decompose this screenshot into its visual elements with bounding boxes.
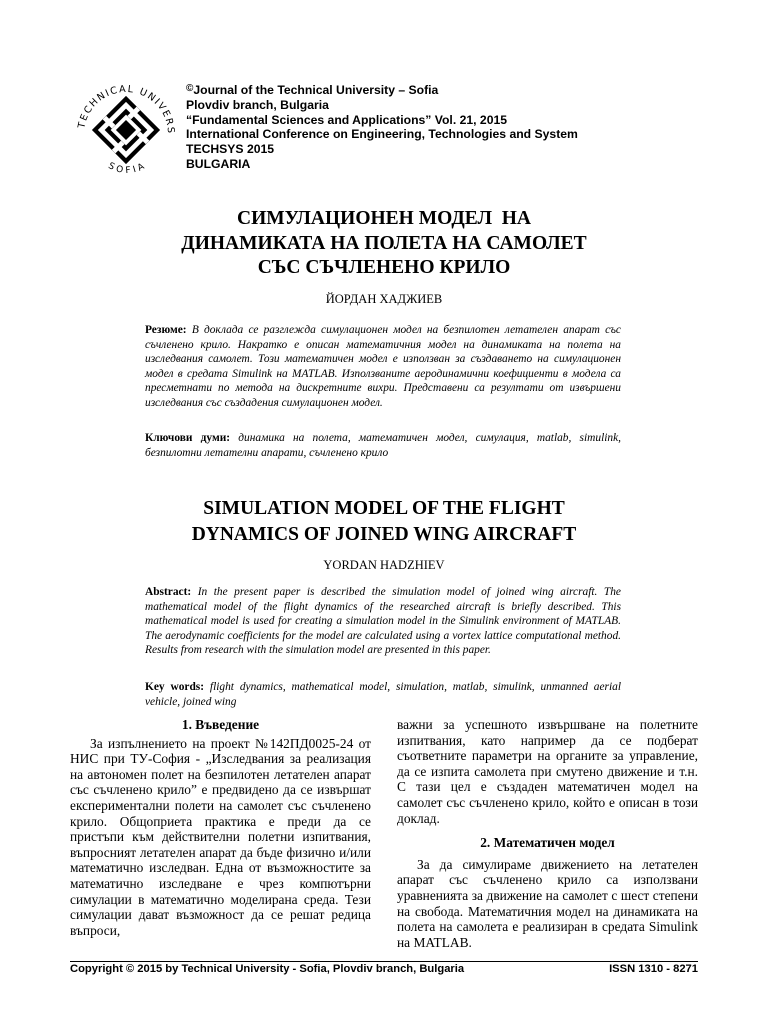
- title-en-line-2: DYNAMICS OF JOINED WING AIRCRAFT: [191, 524, 577, 545]
- keywords-bg-text: динамика на полета, математичен модел, симулация, matlab, simulink, безпилотни летателни апарати, съчленено крило: [145, 432, 621, 459]
- footer-copyright: Copyright © 2015 by Technical University - Sofia, Plovdiv branch, Bulgaria: [70, 963, 465, 975]
- section-1-paragraph: За изпълнението на проект №142ПД0025-24 от НИС при ТУ-София - „Изследвания за реализация на автономен полет на безпилотен летателен апарат със съчленено крило” е предвидено да се извършат експериментални полети на самолет със съчленено крило. Общоприета практика е преди да се пристъпи към действителни полетни изпитвания, въпросният летателен апарат да бъде физично и/или математично изследван. Една от възможностите за математично изследване е чрез компютърни симулации в математично моделирана среда. Тези симулации дават възможност да се решат редица въпроси,: [70, 735, 371, 938]
- author-en: YORDAN HADZHIEV: [323, 558, 445, 572]
- body-column-right: [397, 717, 698, 950]
- title-en-line-1: SIMULATION MODEL OF THE FLIGHT: [203, 498, 565, 519]
- abstract-bg-label: Резюме:: [145, 324, 187, 336]
- svg-text:TECHNICAL UNIVERSITY: TECHNICAL UNIVERS: [76, 83, 177, 136]
- section-2-heading: 2. Математичен модел: [480, 835, 615, 851]
- title-bg-line-1: СИМУЛАЦИОНЕН МОДЕЛ НА: [236, 208, 532, 229]
- keywords-bg-label: Ключови думи:: [145, 432, 231, 444]
- journal-line-6: BULGARIA: [186, 156, 251, 171]
- journal-line-2: Plovdiv branch, Bulgaria: [186, 97, 329, 112]
- paper-title-bg: [100, 207, 668, 281]
- section-1-continuation: важни за успешното извършване на полетните изпитвания, като например да се подберат съответните параметри на органите за управление, да се изпита самолета при смутено движение и т.н. С тази цел е създаден математичен модел на самолет със съчленено крило, който е описан в този доклад.: [397, 717, 698, 826]
- svg-text:SOFIA: SOFIA: [106, 160, 149, 177]
- journal-line-4: International Conference on Engineering, Technologies and System: [186, 127, 578, 142]
- section-2-paragraph: За да симулираме движението на летателен апарат със съчленено крило са използвани уравненията за движение на самолет с шест степени на свобода. Математичния модел на динамиката на полета на самолета е реализиран в средата Simulink на MATLAB.: [397, 856, 698, 950]
- journal-line-1: Journal of the Technical University – Sofia: [193, 83, 439, 97]
- journal-line-3: “Fundamental Sciences and Applications” Vol. 21, 2015: [186, 112, 508, 127]
- footer-issn: ISSN 1310 - 8271: [609, 963, 698, 975]
- abstract-en: [145, 585, 621, 658]
- copyright-symbol: ©: [186, 83, 194, 94]
- keywords-en-text: flight dynamics, mathematical model, simulation, matlab, simulink, unmanned aerial vehicle, joined wing: [145, 681, 621, 708]
- abstract-bg-text: В доклада се разглежда симулационен модел на безпилотен летателен апарат със съчленено крило. Накратко е описан математичния модел на динамиката на полета на изследвания самолет. Този математичен модел е използван за създаването на симулационен модел в средата Simulink на MATLAB. Използваните аеродинамични коефициенти в модела са пресметнати по метода на дискретните вихри. Представени са резултати от извършени изследвания със създадения симулационен модел.: [145, 324, 621, 409]
- title-bg-line-2: ДИНАМИКАТА НА ПОЛЕТА НА САМОЛЕТ: [181, 232, 587, 254]
- journal-line-5: TECHSYS 2015: [186, 142, 275, 157]
- keywords-en: [145, 680, 621, 709]
- abstract-en-text: In the present paper is described the simulation model of joined wing aircraft. The mathematical model of the flight dynamics of the researched aircraft is briefly described. This mathematical model is used for creating a simulation model in the Simulink environment of MATLAB. The aerodynamic coefficients for the model are calculated using a vortex lattice computational method. Results from research with the simulation model are presented in this paper.: [145, 586, 621, 657]
- title-bg-line-3: СЪС СЪЧЛЕНЕНО КРИЛО: [257, 257, 511, 278]
- abstract-en-label: Abstract:: [145, 586, 192, 598]
- university-seal-icon: [72, 76, 180, 184]
- footer-rule: [70, 961, 698, 962]
- journal-header: [186, 82, 656, 172]
- author-bg: ЙОРДАН ХАДЖИЕВ: [325, 292, 443, 306]
- body-column-left: [70, 717, 371, 938]
- paper-title-en: [100, 496, 668, 548]
- section-1-heading: 1. Въведение: [181, 717, 260, 732]
- keywords-bg: [145, 431, 621, 460]
- abstract-bg: [145, 323, 621, 411]
- keywords-en-label: Key words:: [145, 681, 205, 693]
